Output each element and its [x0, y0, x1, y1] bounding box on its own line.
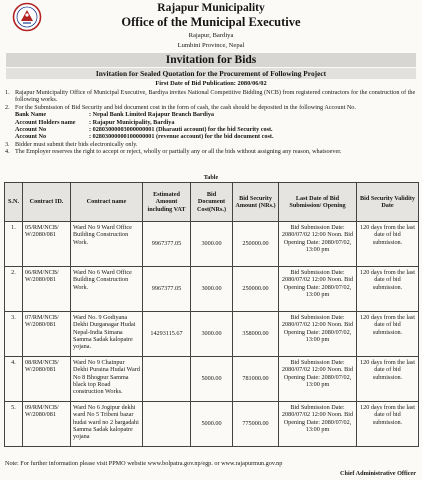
table-title: Table [203, 174, 219, 181]
cell-security: 781000.00 [233, 357, 279, 402]
province: Lumbini Province, Nepal [177, 42, 245, 49]
cell-last-date: Bid Submission Date: 2080/07/02 12:00 Noon. Bid Opening Date: 2080/07/02, 13:00 pm [279, 312, 357, 357]
cell-last-date: Bid Submission Date: 2080/07/02 12:00 Noon. Bid Opening Date: 2080/07/02, 13:00 pm [279, 402, 357, 447]
cell-estimate [143, 357, 191, 402]
cell-validity: 120 days from the last date of bid submission. [357, 357, 419, 402]
cell-doc-cost: 3000.00 [191, 222, 233, 267]
table-row [5, 267, 419, 312]
account-value: : Nepal Bank Limited Rajapur Branch Bardiya [89, 111, 215, 119]
cell-estimate: 9967377.05 [143, 222, 191, 267]
account-value: : 02803000000100000001 (revenue account) for the bid document cost. [89, 133, 274, 141]
account-value: : Rajapur Municipality, Bardiya [89, 118, 175, 126]
account-row [5, 133, 417, 140]
notice-subtitle: Invitation for Sealed Quotation for the Procurement of Following Project [6, 68, 416, 79]
paragraph-text: The Employer reserves the right to accept or reject, wholly or partially any or all the bids without assigning any reason, whatsoever. [15, 148, 342, 156]
column-header: Bid Security Validity Date [357, 183, 419, 222]
notice-body [5, 89, 417, 156]
column-header: Contract name [71, 183, 143, 222]
paragraph-text: Bidder must submit their bids electronically only. [15, 140, 138, 148]
paragraph-number: 2. [5, 103, 10, 111]
cell-contract-id: 08/RM/NCB/ W/2080/081 [23, 357, 71, 402]
cell-sn: 2. [5, 267, 23, 312]
paragraph [5, 141, 417, 148]
column-header: S.N. [5, 183, 23, 222]
cell-doc-cost: 3000.00 [191, 267, 233, 312]
cell-estimate [143, 402, 191, 447]
cell-doc-cost: 5000.00 [191, 357, 233, 402]
address: Rajapur, Bardiya [188, 32, 234, 39]
cell-contract-id: 06/RM/NCB/ W/2080/081 [23, 267, 71, 312]
signature-title: Chief Administrative Officer [340, 470, 416, 477]
cell-doc-cost: 5000.00 [191, 402, 233, 447]
footer-note: Note: For further information please visit PPMO website www.bolpatra.gov.np/egp. or www.rajapurmun.gov.np [5, 460, 283, 467]
cell-contract-id: 07/RM/NCB/ W/2080/081 [23, 312, 71, 357]
municipality-name: Rajapur Municipality [157, 2, 265, 14]
cell-contract-id: 09/RM/NCB/ W/2080/081 [23, 402, 71, 447]
cell-sn: 4. [5, 357, 23, 402]
account-key: Account Holders name [15, 118, 76, 126]
cell-contract-name: Ward No 9 Ward Office Building Construction Work. [71, 222, 143, 267]
paragraph-text: Rajapur Municipality Office of Municipal Executive, Bardiya invites National Competitive Bidding (NCB) from registered contractors for the construction of the following works. [15, 89, 416, 104]
cell-validity: 120 days from the last date of bid submission. [357, 222, 419, 267]
cell-last-date: Bid Submission Date: 2080/07/02 12:00 Noon. Bid Opening Date: 2080/07/02, 13:00 pm [279, 357, 357, 402]
paragraph-number: 4. [5, 148, 10, 156]
cell-contract-name: Ward No. 9 Godiyana Dekhi Durganagar Hudai Nepal-India Simana Samma Sadak kalopatre yojana. [71, 312, 143, 357]
bids-table [4, 182, 419, 447]
table-row [5, 357, 419, 402]
paragraph [5, 89, 417, 104]
cell-estimate: 14293115.67 [143, 312, 191, 357]
cell-validity: 120 days from the last date of bid submission. [357, 402, 419, 447]
cell-last-date: Bid Submission Date: 2080/07/02 12:00 Noon. Bid Opening Date: 2080/07/02, 13:00 pm [279, 222, 357, 267]
cell-contract-id: 05/RM/NCB/ W/2080/081 [23, 222, 71, 267]
column-header: Estimated Amount including VAT [143, 183, 191, 222]
column-header: Last Date of Bid Submission/ Opening [279, 183, 357, 222]
column-header: Bid Security Amount (NRs.) [233, 183, 279, 222]
cell-last-date: Bid Submission Date: 2080/07/02 12:00 Noon. Bid Opening Date: 2080/07/02, 13:00 pm [279, 267, 357, 312]
account-key: Bank Name [15, 111, 47, 119]
cell-contract-name: Ward No 6 Ward Office Building Construction Work. [71, 267, 143, 312]
cell-sn: 1. [5, 222, 23, 267]
table-row [5, 222, 419, 267]
paragraph-number: 1. [5, 89, 10, 96]
account-key: Account No [15, 126, 47, 134]
account-value: : 02803000003000000001 (Dharauti account) for the bid Security cost. [89, 126, 273, 134]
cell-security: 250000.00 [233, 267, 279, 312]
cell-sn: 5. [5, 402, 23, 447]
table-header-row [5, 183, 419, 222]
table-row [5, 402, 419, 447]
cell-contract-name: Ward No 6 Jogipur dekhi ward No 5 Tribeni bazar hudai ward no 2 bargadahi Samma Sadak kalopatre yojana [71, 402, 143, 447]
cell-contract-name: Ward No 9 Chainpur Dekhi Puraina Hudai Ward No 8 Bhogpur Samma black top Road construction Works. [71, 357, 143, 402]
office-name: Office of the Municipal Executive [121, 15, 301, 29]
column-header: Bid Document Cost(NRs.) [191, 183, 233, 222]
paragraph-text: For the Submission of Bid Security and bid document cost in the form of cash, the cash should be deposited in the following Account No. [15, 103, 356, 111]
cell-validity: 120 days from the last date of bid submission. [357, 312, 419, 357]
account-row [5, 126, 417, 133]
cell-security: 358000.00 [233, 312, 279, 357]
paragraph [5, 148, 417, 155]
account-row [5, 119, 417, 126]
account-row [5, 111, 417, 118]
publication-date: First Date of Bid Publication: 2080/06/02 [155, 80, 267, 87]
cell-security: 775000.00 [233, 402, 279, 447]
notice-title: Invitation for Bids [6, 53, 416, 67]
cell-estimate: 9967377.05 [143, 267, 191, 312]
cell-doc-cost: 3000.00 [191, 312, 233, 357]
account-key: Account No [15, 133, 47, 141]
table-row [5, 312, 419, 357]
cell-security: 250000.00 [233, 222, 279, 267]
cell-validity: 120 days from the last date of bid submission. [357, 267, 419, 312]
paragraph [5, 104, 417, 111]
column-header: Contract ID. [23, 183, 71, 222]
paragraph-number: 3. [5, 140, 10, 148]
cell-sn: 3. [5, 312, 23, 357]
